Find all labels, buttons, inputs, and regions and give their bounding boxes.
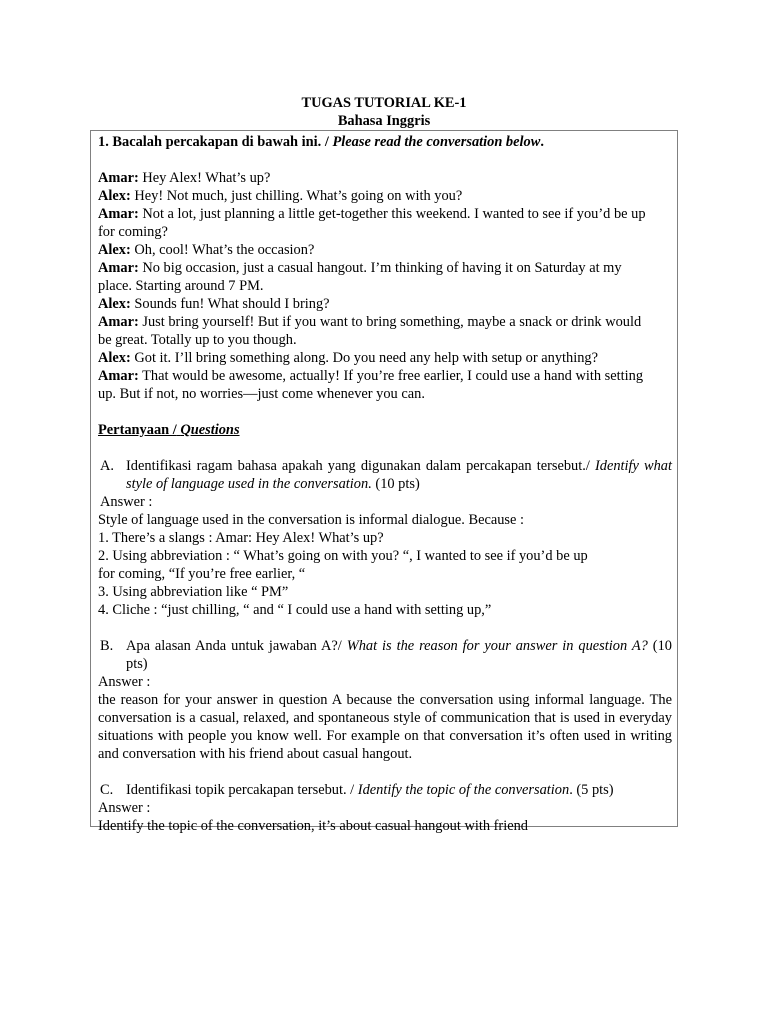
document-title: TUGAS TUTORIAL KE-1: [301, 95, 467, 111]
question-text: Identifikasi ragam bahasa apakah yang digunakan dalam percakapan tersebut./ Identify what style of language used in the conversation. (10 pts): [126, 458, 672, 492]
dialogue-text: Not a lot, just planning a little get-together this weekend. I wanted to see if you’d be up: [142, 206, 646, 222]
question-c: [98, 781, 672, 799]
answer-c: Identify the topic of the conversation, it’s about casual hangout with friend: [98, 818, 529, 834]
answer-line: Style of language used in the conversation is informal dialogue. Because :: [98, 512, 525, 528]
dialogue-line: [98, 205, 672, 223]
dialogue-line: [98, 259, 672, 277]
speaker: Amar:: [98, 260, 139, 276]
question-text: Apa alasan Anda untuk jawaban A?/ What is the reason for your answer in question A? (10 pts): [126, 638, 672, 672]
instruction-text-id: Bacalah percakapan di bawah ini. /: [112, 134, 329, 150]
dialogue-text: No big occasion, just a casual hangout. I’m thinking of having it on Saturday at my: [142, 260, 622, 276]
dialogue-line: [98, 295, 672, 313]
dialogue-line: [98, 313, 672, 331]
speaker: Alex:: [98, 350, 131, 366]
dialogue-continuation: be great. Totally up to you though.: [98, 332, 297, 348]
dialogue-text: Hey Alex! What’s up?: [142, 170, 271, 186]
dialogue-continuation: up. But if not, no worries—just come whenever you can.: [98, 386, 425, 402]
dialogue-continuation: for coming?: [98, 224, 168, 240]
speaker: Alex:: [98, 296, 131, 312]
dialogue-text: Hey! Not much, just chilling. What’s going on with you?: [134, 188, 463, 204]
question-a: [98, 457, 672, 493]
instruction: [98, 133, 672, 151]
question-b: [98, 637, 672, 673]
dialogue-line: [98, 169, 672, 187]
questions-heading: [98, 421, 672, 439]
dialogue-text: Oh, cool! What’s the occasion?: [134, 242, 315, 258]
conversation: [98, 169, 672, 403]
dialogue-text: Just bring yourself! But if you want to bring something, maybe a snack or drink would: [142, 314, 642, 330]
questions-heading-id: Pertanyaan /: [98, 422, 177, 438]
question-letter: C.: [100, 782, 114, 798]
questions-heading-en: Questions: [180, 422, 240, 438]
dialogue-line: [98, 367, 672, 385]
instruction-text-en: Please read the conversation below: [332, 134, 541, 150]
answer-label: Answer :: [100, 494, 153, 510]
question-text: Identifikasi topik percakapan tersebut. / Identify the topic of the conversation. (5 pts): [126, 782, 614, 798]
dialogue-line: [98, 187, 672, 205]
answer-line: 2. Using abbreviation : “ What’s going on with you? “, I wanted to see if you’d be up: [98, 548, 588, 564]
speaker: Amar:: [98, 170, 139, 186]
speaker: Amar:: [98, 206, 139, 222]
answer-line: 4. Cliche : “just chilling, “ and “ I could use a hand with setting up,”: [98, 602, 492, 618]
dialogue-continuation: place. Starting around 7 PM.: [98, 278, 264, 294]
question-letter: B.: [100, 638, 114, 654]
tutorial-box: [90, 130, 678, 834]
instruction-end: .: [540, 134, 544, 150]
dialogue-text: Sounds fun! What should I bring?: [134, 296, 330, 312]
answer-label: Answer :: [98, 800, 151, 816]
answer-line: 3. Using abbreviation like “ PM”: [98, 584, 289, 600]
dialogue-line: [98, 241, 672, 259]
dialogue-text: Got it. I’ll bring something along. Do you need any help with setup or anything?: [134, 350, 598, 366]
dialogue-line: [98, 349, 672, 367]
instruction-number: 1.: [98, 134, 109, 150]
answer-a: [98, 511, 672, 619]
speaker: Amar:: [98, 314, 139, 330]
tutorial-content: [98, 133, 672, 835]
question-letter: A.: [100, 458, 114, 474]
document-subject: Bahasa Inggris: [337, 113, 431, 129]
speaker: Alex:: [98, 188, 131, 204]
answer-b: the reason for your answer in question A because the conversation using informal language. The conversation is a casual, relaxed, and spontaneous style of communication that is used in everyday situations with people you know well. For example on that conversation it’s often used in writing and conversation with his friend about casual hangout.: [98, 692, 672, 762]
answer-line: 1. There’s a slangs : Amar: Hey Alex! What’s up?: [98, 530, 384, 546]
speaker: Amar:: [98, 368, 139, 384]
answer-label: Answer :: [98, 674, 151, 690]
dialogue-text: That would be awesome, actually! If you’re free earlier, I could use a hand with setting: [142, 368, 644, 384]
answer-line: for coming, “If you’re free earlier, “: [98, 566, 306, 582]
speaker: Alex:: [98, 242, 131, 258]
